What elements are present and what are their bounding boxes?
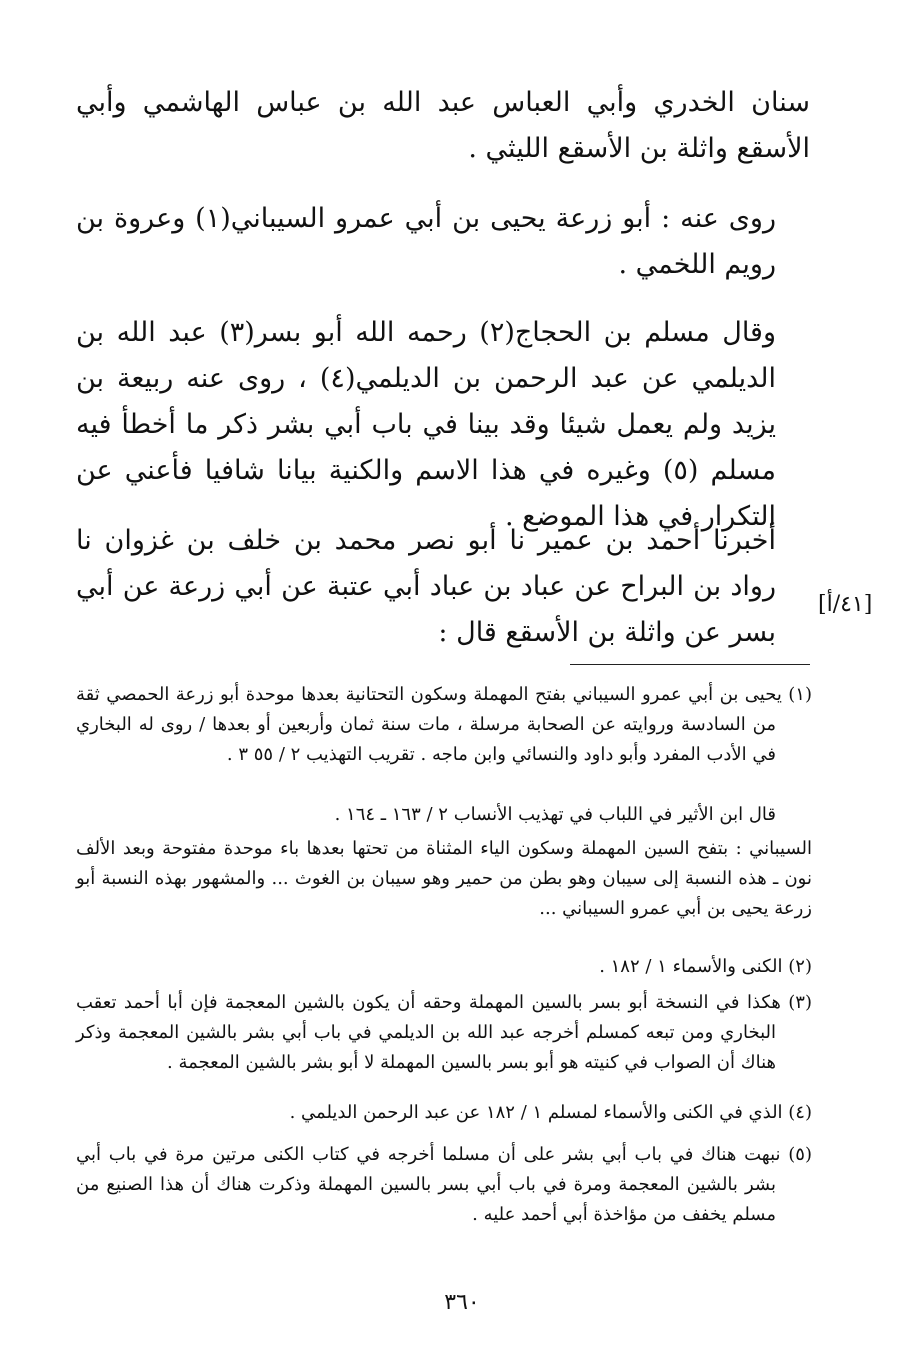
footnote-2	[76, 952, 812, 982]
footnote-4	[76, 1098, 812, 1128]
paragraph-2-text: روى عنه : أبو زرعة يحيى بن أبي عمرو السيباني(١) وعروة بن رويم اللخمي .	[76, 203, 777, 280]
footnote-1-quote-text: السيباني : بتفح السين المهملة وسكون الياء المثناة من تحتها بعدها باء موحدة مفتوحة وبعد الألف نون ـ هذه النسبة إلى سيبان وهو بطن من حمير وهو سيبان بن الغوث ... والمشهور بهذه النسبة أبو زرعة يحيى بن أبي عمرو السيباني ...	[76, 838, 812, 919]
footnote-1-text: (١) يحيى بن أبي عمرو السيباني بفتح المهملة وسكون التحتانية بعدها موحدة أبو زرعة الحمصي ثقة من السادسة وروايته عن الصحابة مرسلة ، مات سنة ثمان وأربعين أو بعدها / روى له البخاري في الأدب المفرد وأبو داود والنسائي وابن ماجه . تقريب التهذيب ٢ / ٥٥ ٣ .	[76, 684, 812, 765]
paragraph-1-text: سنان الخدري وأبي العباس عبد الله بن عباس الهاشمي وأبي الأسقع واثلة بن الأسقع الليثي .	[76, 87, 810, 164]
paragraph-4	[76, 518, 810, 656]
footnote-1	[76, 680, 812, 770]
footnote-5-text: (٥) نبهت هناك في باب أبي بشر على أن مسلما أخرجه في كتاب الكنى مرتين مرة في باب أبي بشر بالشين المعجمة ومرة في باب أبي بسر بالسين المهملة وذكرت هناك أن هذا الصنيع من مسلم يخفف من مؤاخذة أبي أحمد عليه .	[76, 1144, 812, 1225]
paragraph-4-text: أخبرنا أحمد بن عمير نا أبو نصر محمد بن خلف بن غزوان نا رواد بن البراح عن عباد بن عباد أبي عتبة عن أبي زرعة عن أبي بسر عن واثلة بن الأسقع قال :	[76, 525, 776, 648]
paragraph-2	[76, 196, 810, 288]
footnote-1-quote	[76, 834, 812, 924]
footnote-2-text: (٢) الكنى والأسماء ١ / ١٨٢ .	[599, 956, 812, 977]
footnote-3-text: (٣) هكذا في النسخة أبو بسر بالسين المهملة وحقه أن يكون بالشين المعجمة فإن أبا أحمد تعقب البخاري ومن تبعه كمسلم أخرجه عبد الله بن الديلمي في باب أبي بشر بالشين المعجمة وذكر هناك أن الصواب في كنيته هو أبو بسر بالسين المهملة لا أبو بشر بالشين المعجمة .	[76, 992, 812, 1073]
footnote-1-continuation	[76, 800, 812, 830]
footnote-3	[76, 988, 812, 1078]
footnote-1-continuation-text: قال ابن الأثير في اللباب في تهذيب الأنساب ٢ / ١٦٣ ـ ١٦٤ .	[334, 804, 776, 825]
folio-marker: [٤١/أ]	[818, 592, 873, 617]
paragraph-3	[76, 310, 810, 540]
footnote-4-text: (٤) الذي في الكنى والأسماء لمسلم ١ / ١٨٢ عن عبد الرحمن الديلمي .	[289, 1102, 812, 1123]
paragraph-1	[76, 80, 810, 172]
page-number: ٣٦٠	[444, 1290, 480, 1315]
footnote-5	[76, 1140, 812, 1230]
footnote-separator	[570, 664, 810, 665]
paragraph-3-text: وقال مسلم بن الحجاج(٢) رحمه الله أبو بسر(٣) عبد الله بن الديلمي عن عبد الرحمن بن الديلمي(٤) ، روى عنه ربيعة بن يزيد ولم يعمل شيئا وقد بينا في باب أبي بشر ذكر ما أخطأ فيه مسلم (٥) وغيره في هذا الاسم والكنية بيانا شافيا فأعني عن التكرار في هذا الموضع .	[76, 317, 776, 532]
